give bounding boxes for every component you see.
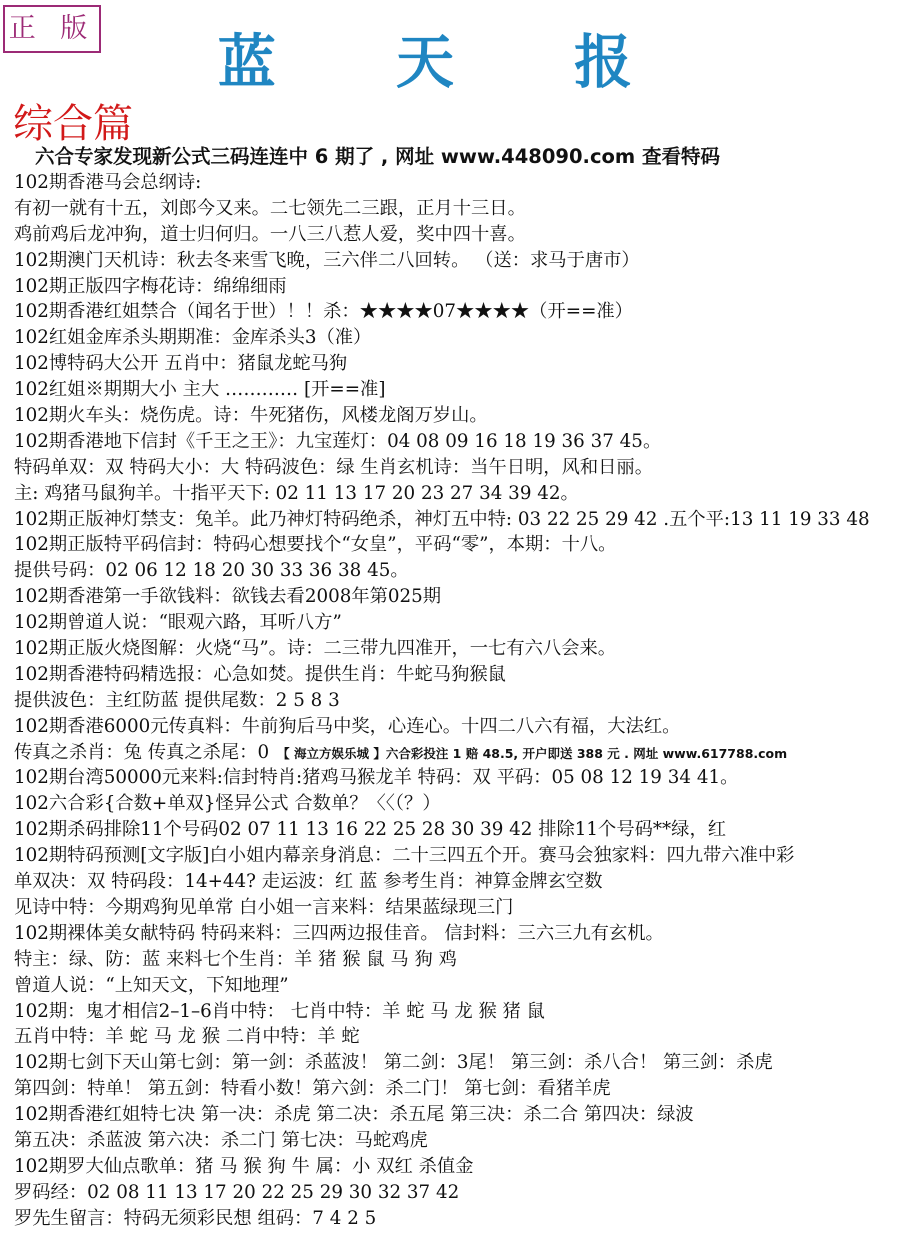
text-line bbox=[14, 1180, 900, 1206]
text-line bbox=[14, 1050, 900, 1076]
line-text: 102期香港红姐特七决 第一决：杀虎 第二决：杀五尾 第三决：杀二合 第四决：绿波 bbox=[14, 1104, 694, 1126]
edition-badge: 正 版 bbox=[3, 5, 101, 53]
line-text: 102期正版神灯禁支：兔羊。此乃神灯特码绝杀，神灯五中特: 03 22 25 29 42 .五个平:13 11 19 33 48 bbox=[14, 508, 870, 530]
inline-ad: 【 海立方娱乐城 】六合彩投注 1 赔 48.5, 开户即送 388 元 . 网址 www.617788.com bbox=[277, 745, 788, 761]
line-text: 102期香港马会总纲诗: bbox=[14, 172, 202, 193]
text-line bbox=[14, 765, 900, 791]
text-line bbox=[14, 532, 900, 558]
text-line bbox=[14, 1076, 900, 1102]
text-line bbox=[14, 558, 900, 584]
article-body bbox=[14, 170, 900, 1232]
text-line bbox=[14, 843, 900, 869]
text-line bbox=[14, 921, 900, 947]
text-line bbox=[14, 610, 900, 636]
line-text: 第五决：杀蓝波 第六决：杀二门 第七决：马蛇鸡虎 bbox=[14, 1129, 428, 1151]
line-text: 102期火车头：烧伤虎。诗：牛死猪伤，风楼龙阁万岁山。 bbox=[14, 405, 488, 427]
line-text: 102博特码大公开 五肖中：猪鼠龙蛇马狗 bbox=[14, 353, 348, 375]
text-line bbox=[14, 481, 900, 507]
line-text: 102期七剑下天山第七剑：第一剑：杀蓝波！ 第二剑：3尾！ 第三剑：杀八合！ 第三剑：杀虎 bbox=[14, 1052, 773, 1074]
line-text: 102期正版特平码信封：特码心想要找个“女皇”，平码“零”，本期：十八。 bbox=[14, 534, 617, 556]
line-text: 鸡前鸡后龙冲狗，道士归何归。一八三八惹人爱，奖中四十喜。 bbox=[14, 223, 526, 245]
text-line bbox=[14, 1206, 900, 1232]
line-text: 单双决：双 特码段：14+44? 走运波：红 蓝 参考生肖：神算金牌玄空数 bbox=[14, 871, 603, 893]
line-text: 特码单双：双 特码大小：大 特码波色：绿 生肖玄机诗：当午日明，风和日丽。 bbox=[14, 456, 653, 478]
text-line bbox=[14, 999, 900, 1025]
section-title: 综合篇 bbox=[13, 101, 133, 147]
line-text: 提供号码：02 06 12 18 20 30 33 36 38 45。 bbox=[14, 560, 409, 582]
line-text: 102期香港第一手欲钱料：欲钱去看2008年第025期 bbox=[14, 586, 442, 608]
line-text: 传真之杀肖：兔 传真之杀尾：0 bbox=[14, 741, 270, 763]
text-line bbox=[14, 973, 900, 999]
text-line bbox=[14, 170, 900, 196]
text-line bbox=[14, 1128, 900, 1154]
text-line bbox=[14, 791, 900, 817]
line-text: 102期香港地下信封《千王之王》：九宝莲灯：04 08 09 16 18 19 36 37 45。 bbox=[14, 430, 662, 452]
line-text: 第四剑：特单！ 第五剑：特看小数！第六剑：杀二门！ 第七剑：看猪羊虎 bbox=[14, 1078, 611, 1100]
text-line bbox=[14, 299, 900, 325]
text-line bbox=[14, 377, 900, 403]
text-line bbox=[14, 455, 900, 481]
text-line bbox=[14, 222, 900, 248]
line-text: 102期香港红姐禁合（闻名于世）！！杀：★★★★07★★★★（开==准） bbox=[14, 301, 633, 323]
text-line bbox=[14, 636, 900, 662]
line-text: 102红姐※期期大小 主大 ………… [开==准] bbox=[14, 379, 386, 401]
line-text: 102期杀码排除11个号码02 07 11 13 16 22 25 28 30 39 42 排除11个号码**绿，红 bbox=[14, 819, 727, 841]
line-text: 102期裸体美女献特码 特码来料：三四两边报佳音。 信封料：三六三九有玄机。 bbox=[14, 922, 664, 944]
line-text: 102期：鬼才相信2–1–6肖中特： 七肖中特：羊 蛇 马 龙 猴 猪 鼠 bbox=[14, 1000, 545, 1022]
text-line bbox=[14, 1024, 900, 1050]
line-text: 102期台湾50000元来料:信封特肖:猪鸡马猴龙羊 特码：双 平码：05 08 12 19 34 41。 bbox=[14, 767, 739, 789]
text-line bbox=[14, 1154, 900, 1180]
line-text: 102期香港特码精选报：心急如焚。提供生肖：牛蛇马狗猴鼠 bbox=[14, 663, 506, 685]
text-line bbox=[14, 817, 900, 843]
text-line bbox=[14, 740, 900, 766]
line-text: 102期特码预测[文字版]白小姐内幕亲身消息：二十三四五个开。赛马会独家料：四九带六准中彩 bbox=[14, 845, 795, 867]
line-text: 102六合彩{合数+单双}怪异公式 合数单？〈〈（？） bbox=[14, 793, 441, 815]
line-text: 见诗中特：今期鸡狗见单常 白小姐一言来料：结果蓝绿现三门 bbox=[14, 896, 514, 918]
line-text: 主: 鸡猪马鼠狗羊。十指平天下: 02 11 13 17 20 23 27 34 39 42。 bbox=[14, 482, 579, 504]
line-text: 102期曾道人说：“眼观六路，耳听八方” bbox=[14, 612, 342, 634]
text-line bbox=[14, 429, 900, 455]
text-line bbox=[14, 248, 900, 274]
line-text: 曾道人说：“上知天文，下知地理” bbox=[14, 974, 289, 996]
newspaper-title: 蓝 天 报 bbox=[217, 28, 683, 96]
line-text: 102期香港6000元传真料：牛前狗后马中奖，心连心。十四二八六有福，大法红。 bbox=[14, 715, 681, 737]
text-line bbox=[14, 688, 900, 714]
line-text: 罗先生留言：特码无须彩民想 组码：7 4 2 5 bbox=[14, 1207, 377, 1229]
line-text: 102期正版四字梅花诗：绵绵细雨 bbox=[14, 275, 287, 297]
text-line bbox=[14, 403, 900, 429]
text-line bbox=[14, 196, 900, 222]
text-line bbox=[14, 351, 900, 377]
line-text: 102期罗大仙点歌单：猪 马 猴 狗 牛 属：小 双红 杀值金 bbox=[14, 1155, 474, 1177]
text-line bbox=[14, 895, 900, 921]
promo-banner: 六合专家发现新公式三码连连中 6 期了 , 网址 www.448090.com 查看特码 bbox=[35, 145, 721, 168]
line-text: 五肖中特：羊 蛇 马 龙 猴 二肖中特：羊 蛇 bbox=[14, 1026, 360, 1048]
line-text: 特主：绿、防：蓝 来料七个生肖：羊 猪 猴 鼠 马 狗 鸡 bbox=[14, 948, 457, 970]
text-line bbox=[14, 869, 900, 895]
line-text: 罗码经：02 08 11 13 17 20 22 25 29 30 32 37 42 bbox=[14, 1181, 460, 1203]
text-line bbox=[14, 274, 900, 300]
line-text: 有初一就有十五，刘郎今又来。二七领先二三跟，正月十三日。 bbox=[14, 197, 526, 219]
text-line bbox=[14, 584, 900, 610]
text-line bbox=[14, 325, 900, 351]
text-line bbox=[14, 1102, 900, 1128]
line-text: 102红姐金库杀头期期准：金库杀头3（准） bbox=[14, 327, 372, 349]
line-text: 102期正版火烧图解：火烧“马”。诗：二三带九四准开，一七有六八会来。 bbox=[14, 638, 617, 660]
text-line bbox=[14, 662, 900, 688]
text-line bbox=[14, 714, 900, 740]
line-text: 102期澳门天机诗：秋去冬来雪飞晚，三六伴二八回转。 （送：求马于唐市） bbox=[14, 249, 640, 271]
text-line bbox=[14, 507, 900, 533]
text-line bbox=[14, 947, 900, 973]
line-text: 提供波色：主红防蓝 提供尾数：2 5 8 3 bbox=[14, 689, 340, 711]
